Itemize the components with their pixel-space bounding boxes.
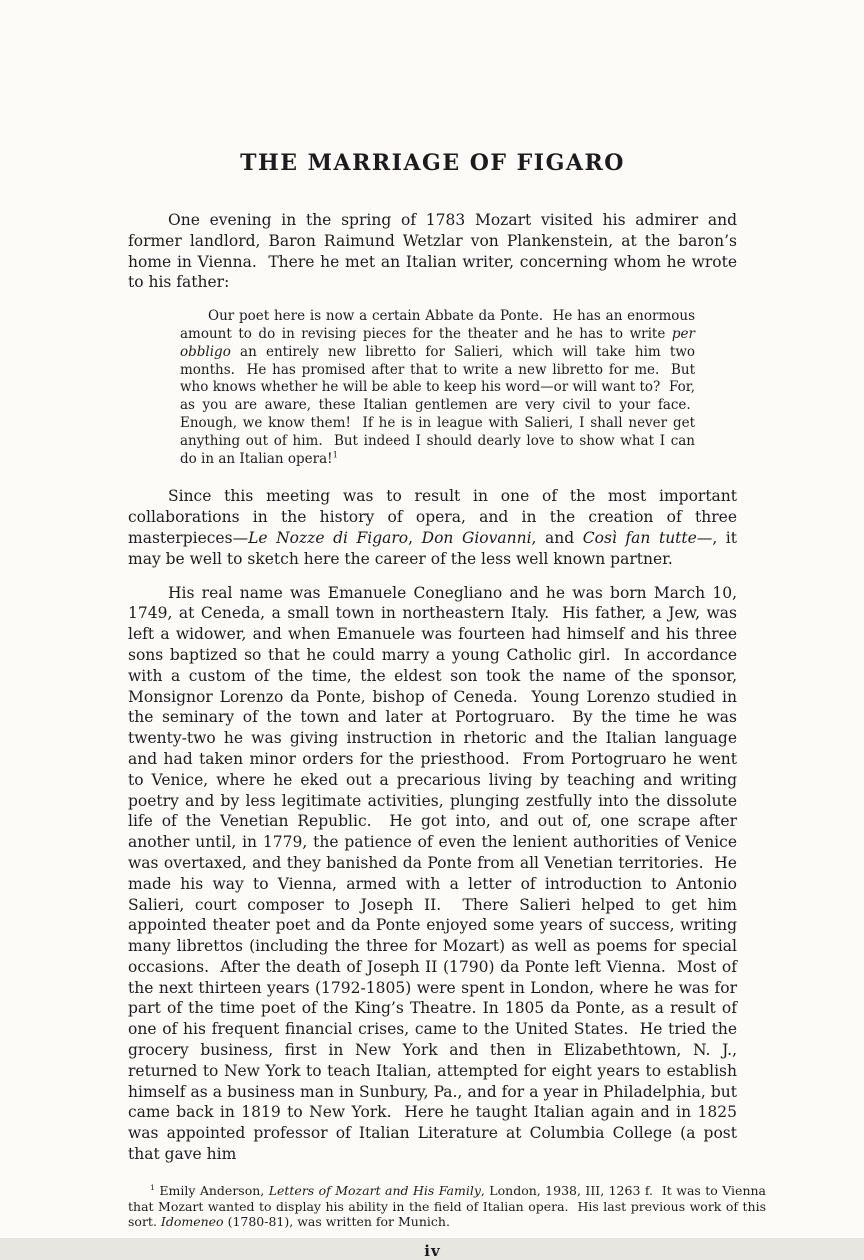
page-number: iv (424, 1242, 441, 1260)
collaboration-paragraph: Since this meeting was to result in one of the most important collaborations in the history of opera, and in the creation of three masterpieces—Le Nozze di Figaro, Don Giovanni, and Così fan tutte—, it may be well to sketch here the career of the less well known partner. (128, 487, 737, 568)
mozart-letter-block-quote: Our poet here is now a certain Abbate da Ponte. He has an enormous amount to do in revising pieces for the theater and he has to write per obbligo an entirely new libretto for Salieri, which will take him two months. He has promised after that to write a new libretto for me. But who knows whether he will be able to keep his word—or will want to? For, as you are aware, these Italian gentlemen are very civil to your face. Enough, we know them! If he is in league with Salieri, I shall never get anything out of him. But indeed I should dearly love to show what I can do in an Italian opera!$^1$ (180, 308, 695, 467)
intro-paragraph: One evening in the spring of 1783 Mozart visited his admirer and former landlord, Baron Raimund Wetzlar von Plankenstein, at the baron’s home in Vienna. There he met an Italian writer, concerning whom he wrote to his father: (128, 211, 737, 292)
footnote: $^1$ Emily Anderson, Letters of Mozart and His Family, London, 1938, III, 1263 f. It was to Vienna that Mozart wanted to display his ability in the field of Italian opera. His last previous work of this sort. Idomeneo (1780-81), was written for Munich. (128, 1182, 766, 1230)
page-title: THE MARRIAGE OF FIGARO (240, 150, 625, 176)
da-ponte-biography-paragraph: His real name was Emanuele Conegliano and he was born March 10, 1749, at Ceneda, a small town in northeastern Italy. His father, a Jew, was left a widower, and when Emanuele was fourteen had himself and his three sons baptized so that he could marry a young Catholic girl. In accordance with a custom of the time, the eldest son took the name of the sponsor, Monsignor Lorenzo da Ponte, bishop of Ceneda. Young Lorenzo studied in the seminary of the town and later at Portogruaro. By the time he was twenty-two he was giving instruction in rhetoric and the Italian language and had taken minor orders for the priesthood. From Portogruaro he went to Venice, where he eked out a precarious living by teaching and writing poetry and by less legitimate activities, plunging zestfully into the dissolute life of the Venetian Republic. He got into, and out of, one scrape after another until, in 1779, the patience of even the lenient authorities of Venice was overtaxed, and they banished da Ponte from all Venetian territories. He made his way to Vienna, armed with a letter of introduction to Antonio Salieri, court composer to Joseph II. There Salieri helped to get him appointed theater poet and da Ponte enjoyed some years of success, writing many librettos (including the three for Mozart) as well as poems for special occasions. After the death of Joseph II (1790) da Ponte left Vienna. Most of the next thirteen years (1792-1805) were spent in London, where he was for part of the time poet of the King’s Theatre. In 1805 da Ponte, as a result of one of his frequent financial crises, came to the United States. He tried the grocery business, first in New York and then in Elizabethtown, N. J., returned to New York to teach Italian, attempted for eight years to establish himself as a business man in Sunbury, Pa., and for a year in Philadelphia, but came back in 1819 to New York. Here he taught Italian again and in 1825 was appointed professor of Italian Literature at Columbia College (a post that gave him (128, 583, 737, 1164)
